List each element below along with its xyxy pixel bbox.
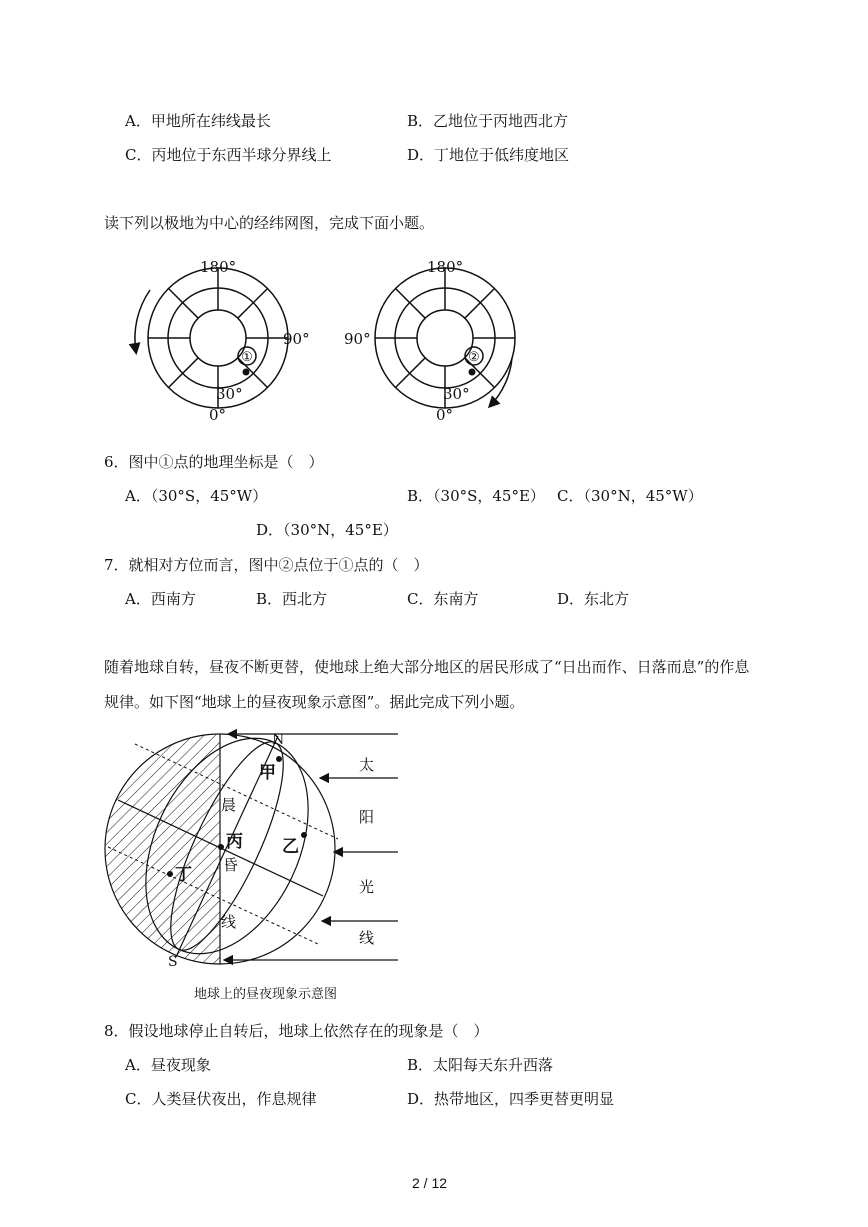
- point-bing-label: 丙: [226, 832, 243, 852]
- q6-option-a: A．（30°S，45°W）: [125, 487, 268, 505]
- point-jia-label: 甲: [259, 763, 276, 783]
- point-2-marker: ②: [468, 350, 480, 365]
- intro-day-night-line1: 随着地球自转，昼夜不断更替，使地球上绝大部分地区的居民形成了“日出而作、日落而息”的作息: [104, 658, 750, 676]
- q7-option-a: A．西南方: [125, 590, 196, 608]
- right-label-30: 30°: [443, 385, 470, 403]
- q8-option-a: A．昼夜现象: [125, 1056, 211, 1074]
- left-label-90: 90°: [283, 330, 310, 348]
- q6-option-b: B．（30°S，45°E）: [407, 487, 545, 505]
- q7-option-b: B．西北方: [256, 590, 328, 608]
- sunlight-char-1: 太: [359, 756, 375, 774]
- sunlight-char-2: 阳: [359, 808, 375, 826]
- q8-option-b: B．太阳每天东升西落: [407, 1056, 554, 1074]
- right-label-90: 90°: [344, 330, 371, 348]
- sunlight-char-4: 线: [359, 929, 375, 947]
- page-number: 2 / 12: [412, 1175, 448, 1191]
- left-label-180: 180°: [200, 258, 237, 276]
- left-label-0: 0°: [209, 406, 227, 424]
- label-hun: 昏: [223, 856, 239, 874]
- q5-option-b: B．乙地位于丙地西北方: [407, 112, 569, 130]
- q5-option-a: A．甲地所在纬线最长: [125, 112, 271, 130]
- q5-option-d: D．丁地位于低纬度地区: [407, 146, 570, 164]
- q7-stem: 7．就相对方位而言，图中②点位于①点的（ ）: [104, 556, 429, 574]
- left-label-30: 30°: [216, 385, 243, 403]
- label-xian: 线: [221, 913, 237, 931]
- figure-caption: 地球上的昼夜现象示意图: [194, 987, 338, 1002]
- q8-stem: 8．假设地球停止自转后，地球上依然存在的现象是（ ）: [104, 1022, 489, 1040]
- right-label-0: 0°: [436, 406, 454, 424]
- q6-option-c: C．（30°N，45°W）: [557, 487, 703, 505]
- q7-option-d: D．东北方: [557, 590, 630, 608]
- q6-option-d: D．（30°N，45°E）: [256, 521, 398, 539]
- label-chen: 晨: [221, 796, 237, 814]
- intro-polar-maps: 读下列以极地为中心的经纬网图，完成下面小题。: [104, 214, 435, 232]
- q5-option-c: C．丙地位于东西半球分界线上: [125, 146, 332, 164]
- point-ding-label: 丁: [175, 865, 192, 885]
- q6-stem: 6．图中①点的地理坐标是（ ）: [104, 453, 324, 471]
- q8-option-d: D．热带地区，四季更替更明显: [407, 1090, 615, 1108]
- q8-option-c: C．人类昼伏夜出，作息规律: [125, 1090, 317, 1108]
- point-1-marker: ①: [241, 350, 253, 365]
- right-label-180: 180°: [427, 258, 464, 276]
- intro-day-night-line2: 规律。如下图“地球上的昼夜现象示意图”。据此完成下列小题。: [104, 693, 525, 711]
- q7-option-c: C．东南方: [407, 590, 479, 608]
- point-yi-label: 乙: [282, 837, 299, 857]
- north-pole-label: N: [272, 732, 285, 748]
- south-pole-label: S: [168, 954, 178, 970]
- sunlight-char-3: 光: [359, 878, 375, 896]
